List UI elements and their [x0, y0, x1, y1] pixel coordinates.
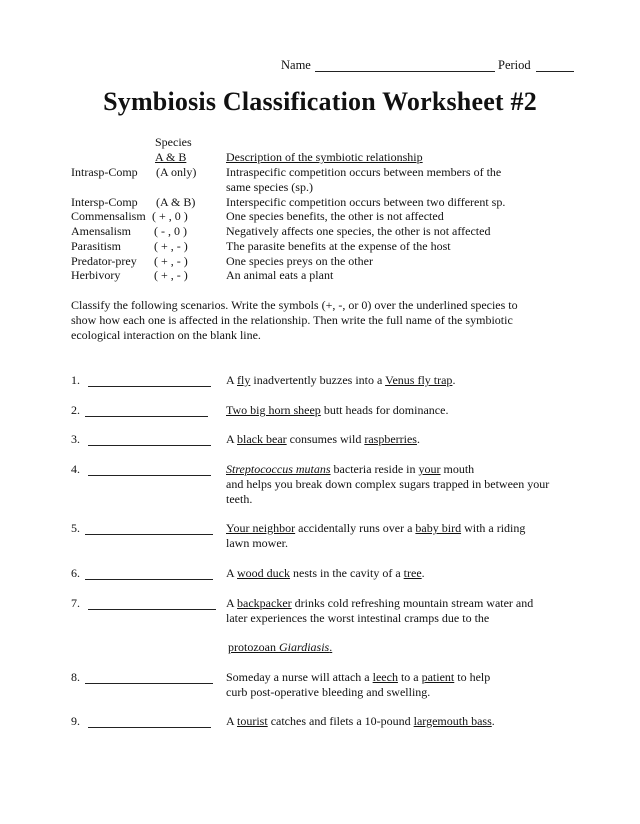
question-text-9: [226, 714, 495, 730]
text-segment: A: [226, 373, 238, 387]
relationship-name: Predator-prey: [71, 254, 137, 268]
question-text-5: [226, 521, 525, 537]
question-number: 3.: [71, 432, 80, 446]
species-header-sub: A & B: [155, 150, 187, 164]
underlined-species: backpacker: [237, 596, 292, 610]
question-number: 8.: [71, 670, 80, 684]
question-text-4-cont: teeth.: [226, 492, 253, 506]
question-text-7: [226, 596, 533, 612]
period-label: Period: [498, 58, 531, 72]
answer-blank-5[interactable]: [85, 534, 213, 535]
question-text-1: [226, 373, 455, 389]
relationship-name: Amensalism: [71, 224, 131, 238]
underlined-species: Your neighbor: [226, 521, 296, 535]
text-segment: inadvertently buzzes into a: [250, 373, 386, 387]
text-segment: protozoan: [228, 640, 279, 654]
text-segment: .: [491, 714, 495, 728]
answer-blank-3[interactable]: [88, 445, 211, 446]
relationship-symbol: ( + , - ): [154, 268, 188, 282]
answer-blank-7[interactable]: [88, 609, 216, 610]
question-text-7-organism: [228, 640, 332, 656]
underlined-species: raspberries: [364, 432, 417, 446]
instructions-line: show how each one is affected in the relationship. Then write the full name of the symbiotic: [71, 313, 513, 327]
text-segment: catches and filets a 10-pound: [267, 714, 414, 728]
text-segment: A: [226, 596, 238, 610]
question-text-4-cont: and helps you break down complex sugars trapped in between your: [226, 477, 550, 491]
text-segment: A: [226, 714, 238, 728]
question-text-8: [226, 670, 490, 686]
text-segment: mouth: [440, 462, 475, 476]
answer-blank-1[interactable]: [88, 386, 211, 387]
underlined-species: largemouth bass: [413, 714, 492, 728]
question-text-6: [226, 566, 425, 582]
relationship-desc: Interspecific competition occurs between two different sp.: [226, 195, 506, 209]
underlined-species: fly: [237, 373, 251, 387]
text-segment: with a riding: [461, 521, 526, 535]
text-segment: drinks cold refreshing mountain stream water and: [291, 596, 534, 610]
question-number: 9.: [71, 714, 80, 728]
question-number: 7.: [71, 596, 80, 610]
relationship-symbol: ( + , 0 ): [152, 209, 188, 223]
name-label: Name: [281, 58, 311, 72]
answer-blank-2[interactable]: [85, 416, 208, 417]
underlined-species: Venus fly trap: [385, 373, 453, 387]
answer-blank-9[interactable]: [88, 727, 211, 728]
relationship-symbol: (A & B): [156, 195, 196, 209]
answer-blank-8[interactable]: [85, 683, 213, 684]
question-number: 1.: [71, 373, 80, 387]
text-segment: .: [421, 566, 425, 580]
text-segment: butt heads for dominance.: [320, 403, 449, 417]
relationship-name: Herbivory: [71, 268, 121, 282]
relationship-name: Commensalism: [71, 209, 146, 223]
relationship-desc: An animal eats a plant: [226, 268, 334, 282]
answer-blank-4[interactable]: [88, 475, 211, 476]
relationship-symbol: ( - , 0 ): [154, 224, 187, 238]
description-header: Description of the symbiotic relationship: [226, 150, 423, 164]
underlined-species: patient: [421, 670, 455, 684]
instructions-line: ecological interaction on the blank line.: [71, 328, 261, 342]
question-text-5-cont: lawn mower.: [226, 536, 288, 550]
text-segment: A: [226, 566, 238, 580]
underlined-species: your: [418, 462, 441, 476]
question-text-8-cont: curb post-operative bleeding and swelling.: [226, 685, 431, 699]
text-segment: bacteria reside in: [330, 462, 419, 476]
underlined-species: tourist: [237, 714, 268, 728]
relationship-symbol: ( + , - ): [154, 239, 188, 253]
relationship-name: Parasitism: [71, 239, 121, 253]
text-segment: .: [416, 432, 420, 446]
text-segment: accidentally runs over a: [295, 521, 416, 535]
question-text-4: [226, 462, 474, 478]
underlined-species: black bear: [237, 432, 287, 446]
question-number: 6.: [71, 566, 80, 580]
relationship-desc: Intraspecific competition occurs between members of the: [226, 165, 502, 179]
name-blank[interactable]: [315, 71, 495, 72]
question-number: 2.: [71, 403, 80, 417]
relationship-name: Intrasp-Comp: [71, 165, 138, 179]
underlined-species: Two big horn sheep: [226, 403, 321, 417]
underlined-species: baby bird: [415, 521, 462, 535]
question-number: 5.: [71, 521, 80, 535]
relationship-name: Intersp-Comp: [71, 195, 138, 209]
text-segment: consumes wild: [286, 432, 365, 446]
relationship-desc: One species preys on the other: [226, 254, 373, 268]
text-segment: Giardiasis: [278, 640, 330, 654]
relationship-desc: One species benefits, the other is not affected: [226, 209, 444, 223]
question-text-7-cont: later experiences the worst intestinal cramps due to the: [226, 611, 490, 625]
text-segment: A: [226, 432, 238, 446]
underlined-species: Streptococcus mutans: [226, 462, 331, 476]
text-segment: to a: [397, 670, 422, 684]
instructions-line: Classify the following scenarios. Write the symbols (+, -, or 0) over the underlined species to: [71, 298, 518, 312]
relationship-symbol: ( + , - ): [154, 254, 188, 268]
text-segment: to help: [454, 670, 491, 684]
text-segment: .: [329, 640, 333, 654]
question-text-3: [226, 432, 420, 448]
text-segment: Someday a nurse will attach a: [226, 670, 373, 684]
text-segment: nests in the cavity of a: [290, 566, 404, 580]
underlined-species: wood duck: [237, 566, 291, 580]
underlined-species: leech: [372, 670, 398, 684]
page-title: Symbiosis Classification Worksheet #2: [103, 87, 537, 116]
answer-blank-6[interactable]: [85, 579, 213, 580]
species-header-top: Species: [155, 135, 192, 149]
relationship-symbol: (A only): [156, 165, 197, 179]
question-number: 4.: [71, 462, 80, 476]
relationship-desc-cont: same species (sp.): [226, 180, 313, 194]
question-text-2: [226, 403, 448, 419]
underlined-species: tree: [403, 566, 422, 580]
relationship-desc: The parasite benefits at the expense of the host: [226, 239, 451, 253]
text-segment: .: [452, 373, 456, 387]
period-blank[interactable]: [536, 71, 574, 72]
relationship-desc: Negatively affects one species, the other is not affected: [226, 224, 491, 238]
